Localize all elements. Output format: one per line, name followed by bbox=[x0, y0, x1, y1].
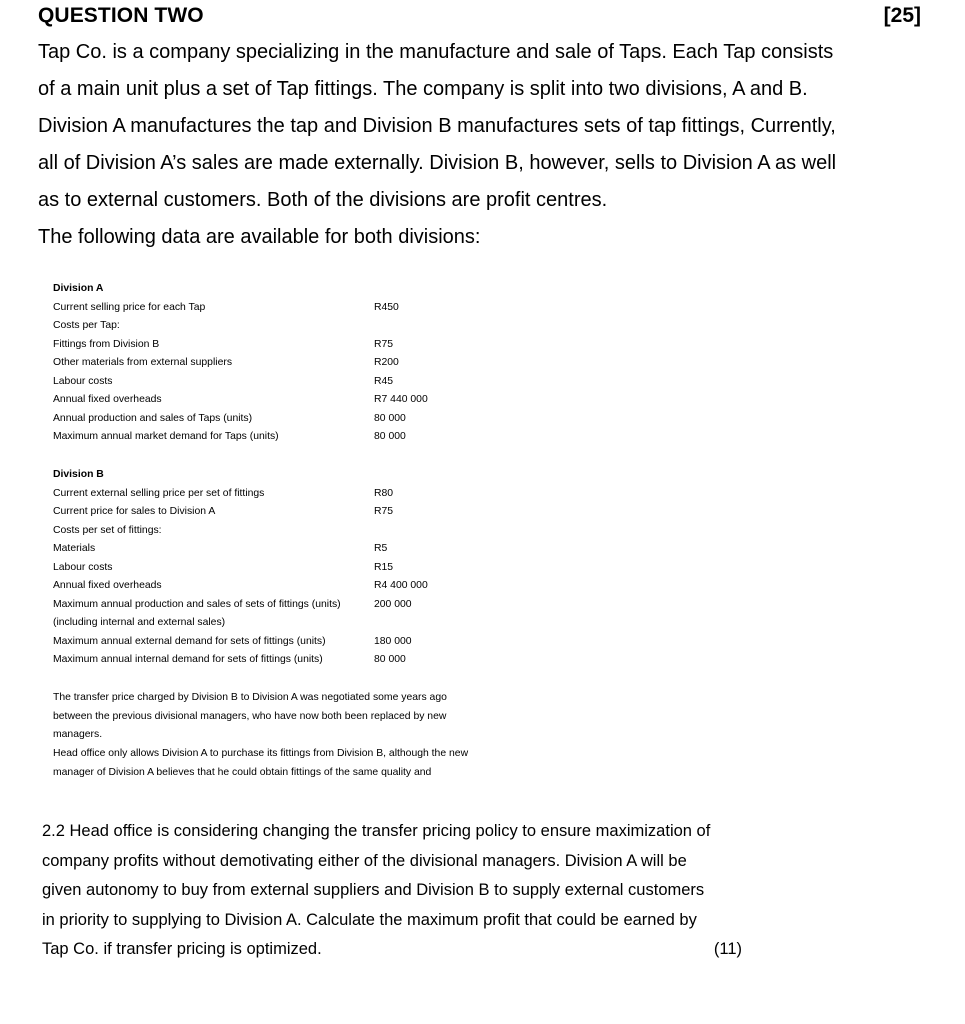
table-row bbox=[53, 596, 412, 615]
question-line: company profits without demotivating either of the divisional managers. Division A will be bbox=[42, 851, 687, 870]
row-label: Annual fixed overheads bbox=[53, 394, 162, 405]
question-line: 2.2 Head office is considering changing the transfer pricing policy to ensure maximization of bbox=[42, 822, 711, 840]
row-label: Labour costs bbox=[53, 561, 113, 573]
division-a-heading: Division A bbox=[53, 283, 104, 294]
question-line: given autonomy to buy from external suppliers and Division B to supply external customers bbox=[42, 881, 705, 899]
row-label: Costs per set of fittings: bbox=[53, 524, 162, 536]
intro-line: all of Division A’s sales are made externally. Division B, however, sells to Division A as well bbox=[38, 152, 837, 174]
row-value: R80 bbox=[374, 487, 394, 499]
intro-line: of a main unit plus a set of Tap fittings. The company is split into two divisions, A and B. bbox=[38, 78, 808, 100]
question-total-marks: [25] bbox=[883, 4, 921, 27]
row-label: Labour costs bbox=[53, 375, 113, 387]
question-line: Tap Co. if transfer pricing is optimized. bbox=[42, 940, 322, 958]
table-row bbox=[53, 577, 428, 596]
row-value: 80 000 bbox=[374, 654, 406, 665]
notes-line: between the previous divisional managers, who have now both been replaced by new bbox=[53, 710, 447, 722]
table-row bbox=[53, 559, 394, 578]
row-label: Maximum annual production and sales of sets of fittings (units) bbox=[53, 598, 341, 610]
row-value: R15 bbox=[374, 561, 394, 573]
intro-line: Division A manufactures the tap and Division B manufactures sets of tap fittings, Currently, bbox=[38, 115, 836, 137]
intro-line: as to external customers. Both of the divisions are profit centres. bbox=[38, 189, 608, 211]
row-label: Costs per Tap: bbox=[53, 320, 120, 331]
table-row bbox=[53, 354, 399, 373]
intro-line: Tap Co. is a company specializing in the manufacture and sale of Taps. Each Tap consists bbox=[38, 41, 834, 63]
question-title: QUESTION TWO bbox=[38, 4, 204, 27]
table-row bbox=[53, 317, 120, 336]
table-row bbox=[53, 651, 406, 670]
table-row bbox=[53, 522, 162, 541]
notes-line: manager of Division A believes that he could obtain fittings of the same quality and bbox=[53, 766, 432, 778]
table-row bbox=[53, 503, 394, 522]
row-value: 80 000 bbox=[374, 431, 406, 442]
row-label: Annual production and sales of Taps (units) bbox=[53, 412, 253, 424]
row-label: Maximum annual internal demand for sets of fittings (units) bbox=[53, 654, 323, 665]
division-b-heading: Division B bbox=[53, 469, 104, 480]
row-label: (including internal and external sales) bbox=[53, 617, 226, 628]
row-label: Current price for sales to Division A bbox=[53, 506, 216, 517]
table-row bbox=[53, 336, 394, 355]
division-a-table bbox=[53, 280, 428, 447]
table-row bbox=[53, 485, 394, 504]
row-value: R75 bbox=[374, 506, 394, 517]
notes-line: Head office only allows Division A to purchase its fittings from Division B, although the new bbox=[53, 748, 469, 760]
intro-paragraph bbox=[38, 34, 928, 256]
table-row bbox=[53, 299, 399, 318]
row-label: Maximum annual external demand for sets of fittings (units) bbox=[53, 635, 326, 647]
row-label: Other materials from external suppliers bbox=[53, 357, 233, 368]
row-value: R75 bbox=[374, 338, 394, 350]
table-row bbox=[53, 633, 412, 652]
division-b-table bbox=[53, 466, 428, 670]
table-row bbox=[53, 540, 388, 559]
table-row bbox=[53, 373, 394, 392]
notes-line: The transfer price charged by Division B to Division A was negotiated some years ago bbox=[53, 692, 447, 703]
table-row bbox=[53, 410, 406, 429]
row-value: R4 400 000 bbox=[374, 580, 428, 591]
table-row bbox=[53, 391, 428, 410]
table-row bbox=[53, 614, 226, 633]
row-label: Materials bbox=[53, 543, 96, 554]
question-2-2 bbox=[42, 817, 752, 965]
row-label: Maximum annual market demand for Taps (units) bbox=[53, 431, 279, 442]
question-line: in priority to supplying to Division A. Calculate the maximum profit that could be earned by bbox=[42, 910, 697, 929]
notes-paragraph bbox=[53, 689, 523, 783]
table-row bbox=[53, 428, 406, 447]
row-value: R5 bbox=[374, 543, 388, 554]
row-value: 80 000 bbox=[374, 412, 406, 424]
row-value: 180 000 bbox=[374, 635, 412, 647]
notes-line: managers. bbox=[53, 729, 103, 741]
row-value: R200 bbox=[374, 357, 399, 368]
row-value: R7 440 000 bbox=[374, 394, 428, 405]
row-label: Current selling price for each Tap bbox=[53, 301, 206, 313]
question-2-2-marks: (11) bbox=[713, 940, 742, 958]
intro-line: The following data are available for both divisions: bbox=[38, 226, 481, 248]
row-value: R450 bbox=[374, 301, 399, 313]
row-label: Fittings from Division B bbox=[53, 338, 160, 350]
row-value: 200 000 bbox=[374, 598, 412, 610]
row-value: R45 bbox=[374, 375, 394, 387]
row-label: Current external selling price per set of fittings bbox=[53, 487, 265, 499]
row-label: Annual fixed overheads bbox=[53, 580, 162, 591]
